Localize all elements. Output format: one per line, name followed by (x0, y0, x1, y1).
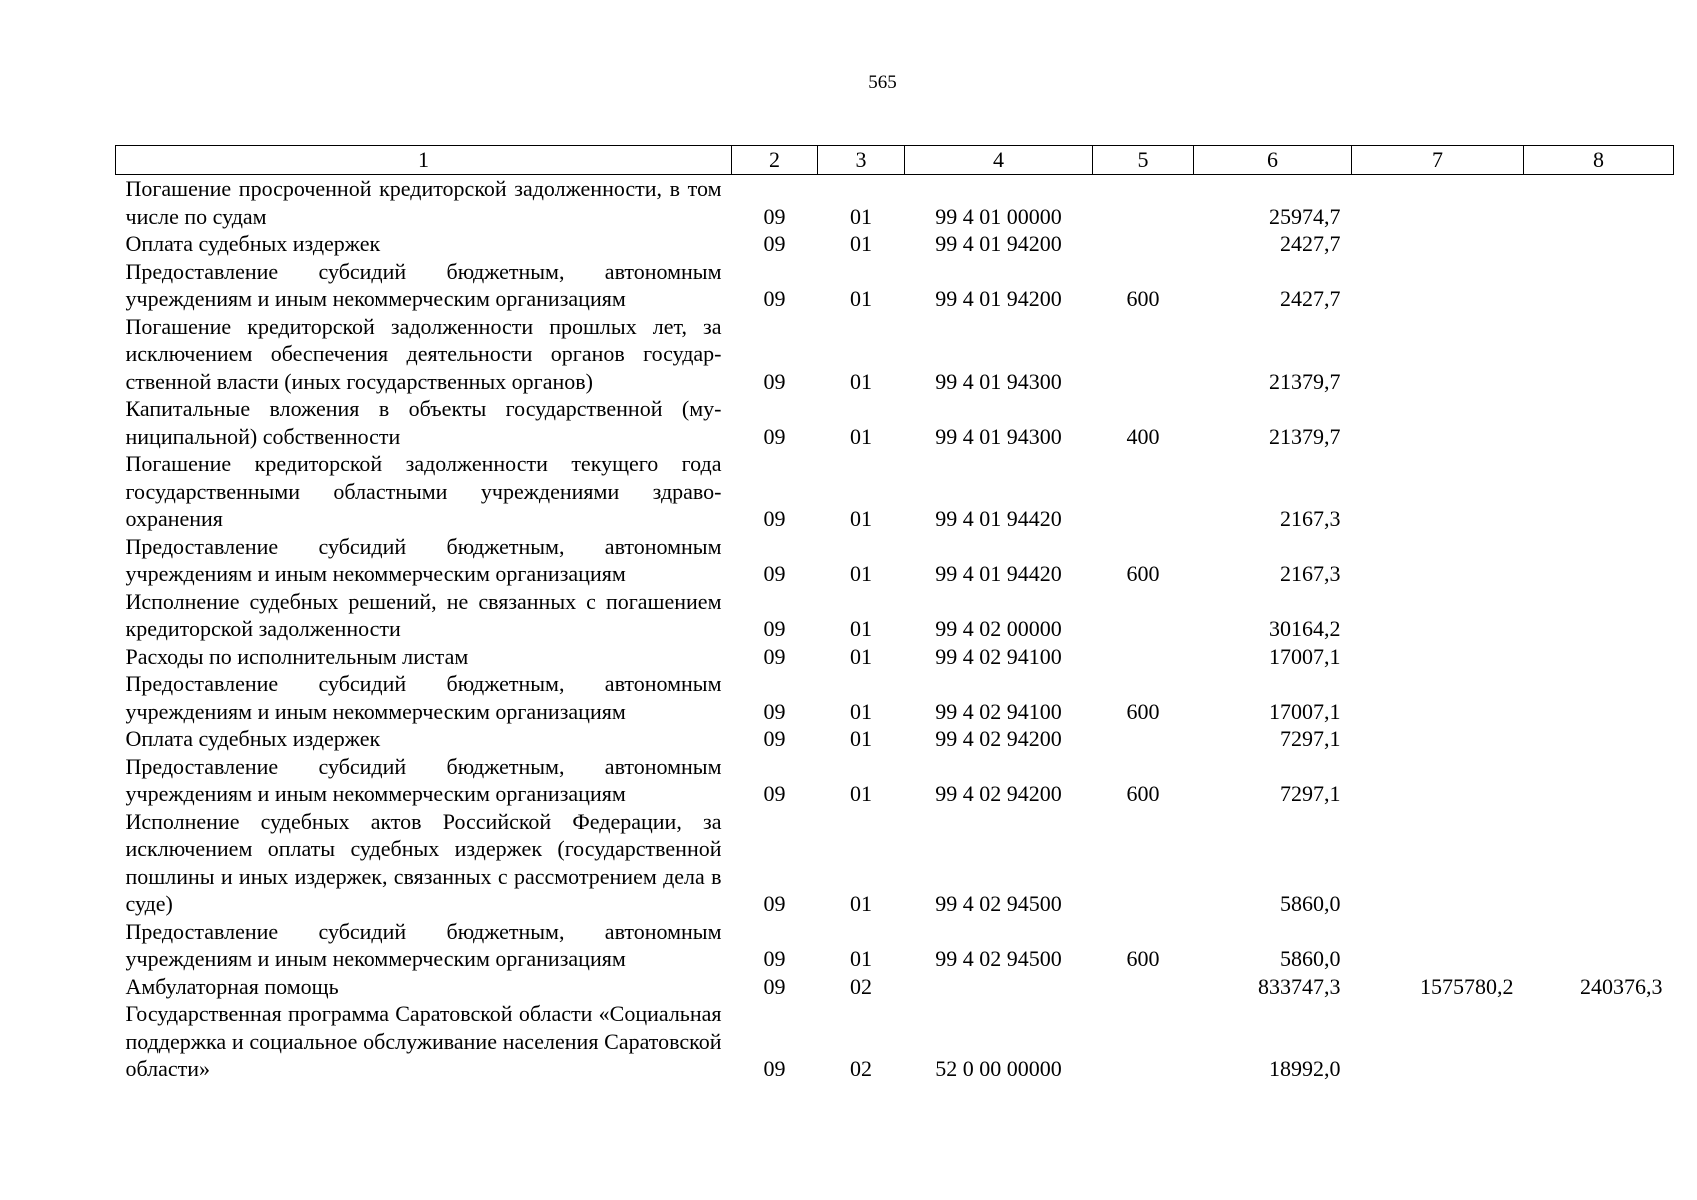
row-value-col8 (1524, 258, 1674, 313)
row-name (116, 588, 732, 643)
row-target-article: 99 4 01 00000 (935, 203, 1062, 229)
row-expense-type (1093, 725, 1194, 753)
row-target-article: 99 4 01 94200 (935, 231, 1062, 256)
row-value-col6: 2427,7 (1280, 286, 1341, 311)
row-subsection: 01 (850, 616, 872, 641)
row-section: 09 (763, 231, 786, 256)
row-name (116, 450, 732, 533)
row-name-text: Погашение кредиторской задолженности текущего года государственными областными учреждениями здравоохранения (125, 451, 722, 531)
row-target-article (905, 973, 1093, 1001)
row-subsection: 01 (850, 726, 872, 751)
header-col-1: 1 (116, 146, 732, 175)
row-value-col6: 17007,1 (1269, 643, 1341, 669)
row-name-text: Оплата судебных издержек (125, 231, 381, 256)
row-name (116, 313, 732, 396)
row-section: 09 (763, 506, 786, 531)
header-col-4: 4 (905, 146, 1093, 175)
row-subsection: 01 (850, 423, 872, 449)
row-target-article: 99 4 02 94500 (935, 946, 1062, 971)
row-name-text: Исполнение судебных актов Российской Федерации, за исключением оплаты судебных издержек (государственной пошлины и иных издержек, связанных с рассмотрением дела в суде) (125, 808, 722, 916)
row-section: 09 (763, 561, 786, 586)
row-target-article: 99 4 02 94200 (935, 781, 1062, 806)
row-name (116, 258, 732, 313)
row-value-col7 (1352, 918, 1524, 973)
row-subsection: 02 (850, 1056, 872, 1081)
table-row (116, 230, 1674, 258)
row-subsection: 01 (850, 643, 872, 669)
row-name (116, 395, 732, 450)
row-name (116, 753, 732, 808)
row-name-text: Погашение кредиторской задолженности прошлых лет, за исключением обеспечения деятельности органов государственной власти (иных государственных органов) (125, 313, 722, 394)
table-row (116, 808, 1674, 918)
row-name (116, 533, 732, 588)
header-row (116, 146, 1674, 175)
header-col-3: 3 (818, 146, 905, 175)
row-value-col7 (1352, 670, 1524, 725)
row-value-col7 (1352, 643, 1524, 671)
row-value-col7 (1352, 725, 1524, 753)
row-value-col8 (1524, 808, 1674, 918)
table-row (116, 258, 1674, 313)
row-name-text: Предоставление субсидий бюджетным, автономным учреждениям и иным некоммерческим организациям (125, 753, 722, 806)
row-name-text: Капитальные вложения в объекты государственной (муниципальной) собственности (125, 396, 722, 449)
row-subsection: 02 (850, 973, 872, 999)
page-number: 565 (868, 72, 897, 93)
row-expense-type (1093, 450, 1194, 533)
row-section: 09 (763, 368, 786, 394)
table-row (116, 753, 1674, 808)
row-value-col7 (1352, 808, 1524, 918)
header-col-6: 6 (1194, 146, 1352, 175)
row-subsection: 01 (850, 946, 872, 971)
row-name (116, 230, 732, 258)
row-expense-type: 600 (1126, 286, 1160, 311)
table-row (116, 313, 1674, 396)
row-expense-type: 600 (1126, 698, 1160, 724)
row-name (116, 725, 732, 753)
table-row (116, 450, 1674, 533)
row-value-col6: 7297,1 (1280, 781, 1341, 806)
row-value-col7 (1352, 313, 1524, 396)
row-name-text: Предоставление субсидий бюджетным, автономным учреждениям и иным некоммерческим организациям (125, 671, 722, 724)
row-value-col6: 7297,1 (1280, 726, 1341, 751)
row-expense-type: 600 (1126, 781, 1160, 806)
header-col-5: 5 (1093, 146, 1194, 175)
row-value-col7: 1575780,2 (1420, 973, 1514, 999)
row-value-col6: 2167,3 (1280, 506, 1341, 531)
row-section: 09 (763, 973, 786, 999)
row-expense-type (1093, 1000, 1194, 1083)
row-subsection: 01 (850, 561, 872, 586)
row-subsection: 01 (850, 698, 872, 724)
row-value-col7 (1352, 258, 1524, 313)
row-target-article: 99 4 01 94300 (935, 368, 1062, 394)
row-expense-type (1093, 588, 1194, 643)
row-target-article: 99 4 01 94300 (935, 423, 1062, 449)
row-value-col7 (1352, 588, 1524, 643)
row-section: 09 (763, 286, 786, 311)
row-value-col8 (1524, 230, 1674, 258)
row-target-article: 99 4 01 94420 (935, 506, 1062, 531)
row-section: 09 (763, 891, 786, 916)
row-expense-type (1093, 973, 1194, 1001)
row-target-article: 99 4 02 94200 (935, 726, 1062, 751)
row-subsection: 01 (850, 506, 872, 531)
header-col-8: 8 (1524, 146, 1674, 175)
row-value-col6: 21379,7 (1269, 368, 1341, 394)
row-section: 09 (763, 946, 786, 971)
row-subsection: 01 (850, 203, 872, 229)
row-value-col8 (1524, 670, 1674, 725)
row-section: 09 (763, 423, 786, 449)
table-row (116, 395, 1674, 450)
row-name (116, 1000, 732, 1083)
row-name-text: Государственная программа Саратовской области «Социальная поддержка и социальное обслуживание населения Саратовской области» (125, 1001, 722, 1081)
row-expense-type (1093, 808, 1194, 918)
row-value-col8 (1524, 1000, 1674, 1083)
row-value-col7 (1352, 395, 1524, 450)
row-value-col6: 17007,1 (1269, 698, 1341, 724)
row-expense-type: 600 (1126, 946, 1160, 971)
table-row (116, 643, 1674, 671)
row-value-col8 (1524, 918, 1674, 973)
row-section: 09 (763, 203, 786, 229)
table-row (116, 588, 1674, 643)
row-target-article: 52 0 00 00000 (935, 1056, 1062, 1081)
row-name-text: Предоставление субсидий бюджетным, автономным учреждениям и иным некоммерческим организациям (125, 918, 722, 971)
row-subsection: 01 (850, 286, 872, 311)
row-name (116, 973, 732, 1001)
row-value-col8 (1524, 725, 1674, 753)
row-value-col6: 21379,7 (1269, 423, 1341, 449)
row-name-text: Исполнение судебных решений, не связанных с погашением кредиторской задолженности (125, 588, 722, 641)
row-value-col6: 2167,3 (1280, 561, 1341, 586)
row-name-text: Амбулаторная помощь (125, 973, 339, 999)
row-section: 09 (763, 616, 786, 641)
row-expense-type (1093, 230, 1194, 258)
row-value-col8 (1524, 450, 1674, 533)
row-name (116, 918, 732, 973)
budget-table (115, 145, 1674, 1083)
table-row (116, 973, 1674, 1001)
row-value-col8 (1524, 313, 1674, 396)
row-expense-type: 600 (1126, 561, 1160, 586)
row-name (116, 670, 732, 725)
row-section: 09 (763, 781, 786, 806)
row-value-col6: 18992,0 (1269, 1056, 1341, 1081)
row-value-col8 (1524, 533, 1674, 588)
row-name (116, 643, 732, 671)
row-target-article: 99 4 02 94100 (935, 698, 1062, 724)
row-subsection: 01 (850, 231, 872, 256)
row-name-text: Расходы по исполнительным листам (125, 643, 469, 669)
row-target-article: 99 4 01 94420 (935, 561, 1062, 586)
table-row (116, 1000, 1674, 1083)
row-value-col7 (1352, 533, 1524, 588)
table-row (116, 918, 1674, 973)
row-target-article: 99 4 01 94200 (935, 286, 1062, 311)
row-value-col7 (1352, 753, 1524, 808)
row-expense-type (1093, 313, 1194, 396)
row-subsection: 01 (850, 368, 872, 394)
row-section: 09 (763, 698, 786, 724)
header-col-7: 7 (1352, 146, 1524, 175)
row-section: 09 (763, 726, 786, 751)
row-value-col6: 833747,3 (1258, 973, 1341, 999)
row-name-text: Предоставление субсидий бюджетным, автономным учреждениям и иным некоммерческим организациям (125, 533, 722, 586)
row-value-col8 (1524, 175, 1674, 231)
row-value-col7 (1352, 230, 1524, 258)
row-expense-type: 400 (1126, 423, 1160, 449)
table-body (116, 175, 1674, 1083)
row-value-col7 (1352, 450, 1524, 533)
row-value-col8: 240376,3 (1580, 973, 1663, 999)
row-value-col6: 30164,2 (1269, 616, 1341, 641)
row-subsection: 01 (850, 891, 872, 916)
row-section: 09 (763, 1056, 786, 1081)
table-header (116, 146, 1674, 175)
row-value-col6: 2427,7 (1280, 231, 1341, 256)
row-name-text: Оплата судебных издержек (125, 726, 381, 751)
table-row (116, 175, 1674, 231)
row-subsection: 01 (850, 781, 872, 806)
row-expense-type (1093, 175, 1194, 231)
row-value-col7 (1352, 1000, 1524, 1083)
table-row (116, 533, 1674, 588)
row-target-article: 99 4 02 94100 (935, 643, 1062, 669)
row-value-col8 (1524, 643, 1674, 671)
row-target-article: 99 4 02 00000 (935, 616, 1062, 641)
row-target-article: 99 4 02 94500 (935, 891, 1062, 916)
row-expense-type (1093, 643, 1194, 671)
header-col-2: 2 (732, 146, 818, 175)
row-value-col8 (1524, 753, 1674, 808)
row-value-col7 (1352, 175, 1524, 231)
row-name (116, 175, 732, 231)
table-row (116, 670, 1674, 725)
row-name-text: Погашение просроченной кредиторской задолженности, в том числе по судам (125, 176, 722, 229)
row-value-col6: 25974,7 (1269, 203, 1341, 229)
table-row (116, 725, 1674, 753)
row-name (116, 808, 732, 918)
row-value-col6: 5860,0 (1280, 891, 1341, 916)
row-value-col8 (1524, 588, 1674, 643)
row-name-text: Предоставление субсидий бюджетным, автономным учреждениям и иным некоммерческим организациям (125, 258, 722, 311)
row-value-col8 (1524, 395, 1674, 450)
row-section: 09 (763, 643, 786, 669)
row-value-col6: 5860,0 (1280, 946, 1341, 971)
